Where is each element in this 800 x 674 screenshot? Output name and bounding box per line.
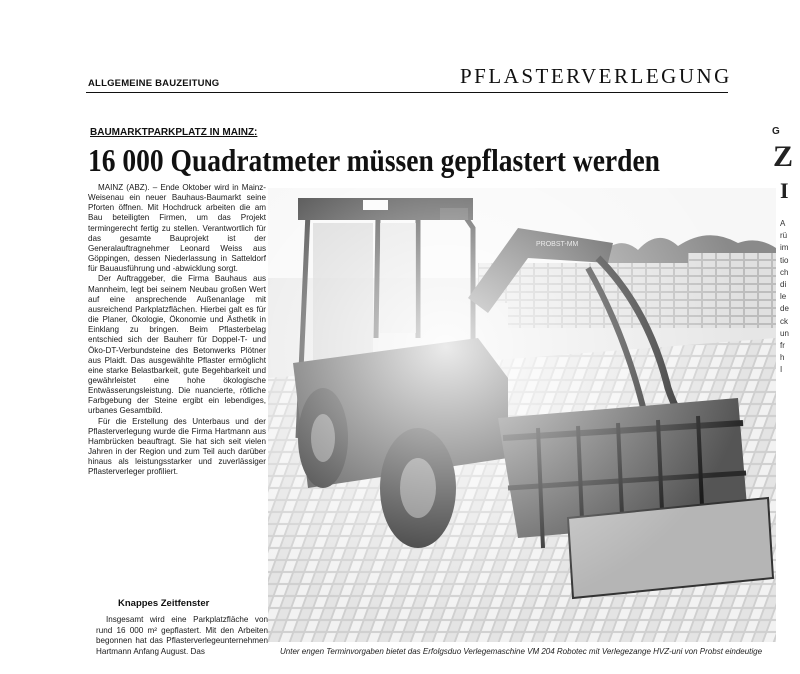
article-headline: 16 000 Quadratmeter müssen gepflastert werden (88, 142, 660, 178)
article-body-column (88, 183, 266, 478)
adjacent-text-fragments (780, 218, 800, 377)
article-paragraph: Insgesamt wird eine Parkplatzfläche von rund 16 000 m² gepflastert. Mit den Arbeiten begonnen hat das Pflasterverlegeunternehmen Hartmann Anfang August. Das (96, 615, 268, 656)
adjacent-line: im (780, 243, 789, 253)
article-paragraph: Für die Erstellung des Unterbaus und der Pflasterverlegung wurde die Firma Hartmann aus Hambrücken beauftragt. Sie hat sich seit vielen Jahren in der Region und zum Teil auch darüber hinaus als leistungsstarker und zuverlässiger Pflasterverleger profiliert. (88, 416, 266, 477)
adjacent-line: un (780, 328, 789, 338)
adjacent-line: fr (780, 341, 785, 351)
adjacent-line: de (780, 304, 789, 314)
header-rule (86, 92, 728, 93)
adjacent-line: tio (780, 255, 789, 265)
photo-caption: Unter engen Terminvorgaben bietet das Erfolgsduo Verlegemaschine VM 204 Robotec mit Verlegezange HVZ-uni von Probst eindeutige (280, 647, 763, 656)
adjacent-line: ck (780, 316, 788, 326)
adjacent-line: I (780, 365, 783, 375)
adjacent-line: rü (780, 231, 788, 241)
section-title: PFLASTERVERLEGUNG (460, 64, 732, 88)
adjacent-kicker-fragment: G (772, 126, 780, 137)
article-paragraph: Der Auftraggeber, die Firma Bauhaus aus Mannheim, legt bei seinem Neubau großen Wert auf eine ansprechende Außenanlage mit ausreichend Parkplatzflächen. Hierbei galt es für die Planer, Ökologie, Ökonomie und Ästhetik in Einklang zu bringen. Beim Pflasterbelag entschied sich der Bauherr für Doppel-T- und Öko-DT-Verbundsteine des Betonwerks Plötner aus Plaidt. Das ausgewählte Pflaster ermöglicht eine starke Belastbarkeit, gute Begehbarkeit und gewährleistet eine hohe ökologische Entwässerungsleistung. Die nuancierte, rötliche Farbgebung der Steine ergibt ein lebendiges, urbanes Gesamtbild. (88, 274, 266, 416)
article-body-column-continued (96, 615, 268, 657)
paving-machine-photo (268, 188, 776, 642)
publication-name: ALLGEMEINE BAUZEITUNG (88, 78, 220, 89)
adjacent-line: le (780, 292, 787, 302)
article-subhead: Knappes Zeitfenster (118, 598, 210, 609)
adjacent-line: ch (780, 267, 789, 277)
adjacent-headline-fragment-2: I (780, 178, 789, 203)
article-paragraph: MAINZ (ABZ). – Ende Oktober wird in Mainz-Weisenau ein neuer Bauhaus-Baumarkt seine Pforten öffnen. Mit Hochdruck arbeiten die am Bau beteiligten Firmen, um das Projekt termingerecht fertig zu stellen. Verantwortlich für das gesamte Bauprojekt ist der Generalauftragnehmer Leonard Weiss aus Göppingen, dessen Niederlassung in Satteldorf für Bauausführung und -abwicklung sorgt. (88, 183, 266, 274)
adjacent-line: h (780, 353, 785, 363)
adjacent-headline-fragment: Z (773, 140, 794, 173)
article-kicker: BAUMARKTPARKPLATZ IN MAINZ: (90, 127, 258, 138)
adjacent-line: di (780, 280, 787, 290)
adjacent-line: A (780, 219, 786, 228)
